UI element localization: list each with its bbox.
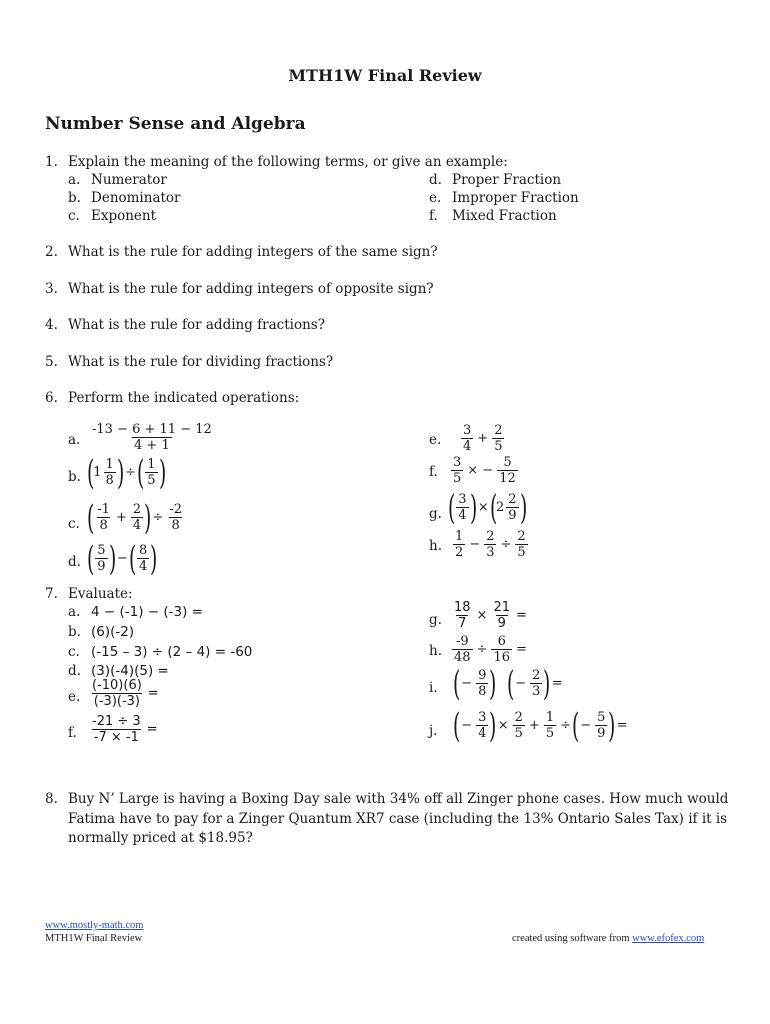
question-text: What is the rule for adding integers of opposite sign?	[68, 281, 434, 297]
item-letter: a.	[68, 172, 81, 188]
question-7	[45, 585, 133, 603]
footer-credit	[512, 933, 704, 944]
q6-letter-b: b.	[68, 469, 81, 485]
q7j-expression: (− $\frac{3}{4}$ )× $\frac{2}{5}$ + $\frac{1}{5}$ ÷(− $\frac{5}{9}$ )=	[452, 705, 628, 746]
question-4	[45, 316, 325, 334]
question-text: Buy N’ Large is having a Boxing Day sale with 34% off all Zinger phone cases. How much would Fatima have to pay for a Zinger Quantum XR7 case (including the 13% Ontario Sales Tax) if it is normally priced at $18.95?	[68, 791, 729, 846]
item-letter: c.	[68, 208, 80, 224]
q6-letter-a: a.	[68, 432, 81, 448]
item-text: Exponent	[91, 208, 157, 224]
q6-letter-h: h.	[429, 538, 442, 554]
item-text: Proper Fraction	[452, 172, 562, 188]
item-letter: e.	[429, 190, 442, 206]
q1-item-a	[68, 171, 167, 189]
q6-letter-g: g.	[429, 506, 442, 522]
question-8	[45, 790, 735, 849]
footer-doc-title: MTH1W Final Review	[45, 933, 143, 944]
q7h-expression: $\frac{-9}{48}$ ÷ $\frac{6}{16}$ =	[454, 634, 527, 665]
question-5	[45, 353, 333, 371]
question-3	[45, 280, 434, 298]
fraction: $\frac{-13 - 6 + 11 - 12}{4 + 1}$	[92, 422, 212, 453]
q6-letter-e: e.	[429, 432, 442, 448]
q1-item-f	[429, 207, 557, 225]
question-text: What is the rule for dividing fractions?	[68, 354, 334, 370]
q6-letter-d: d.	[68, 554, 81, 570]
question-number: 6.	[45, 390, 58, 406]
question-text: What is the rule for adding fractions?	[68, 317, 325, 333]
section-heading: Number Sense and Algebra	[45, 114, 306, 134]
q6d-expression: ( $\frac{5}{9}$ )−( $\frac{8}{4}$ )	[86, 538, 158, 579]
footer-credit-text: created using software from	[512, 933, 630, 944]
footer-site-link[interactable]: www.mostly-math.com	[45, 920, 144, 931]
q7-letter-j: j.	[429, 723, 438, 739]
q7-letter-h: h.	[429, 643, 442, 659]
item-text: Denominator	[91, 190, 181, 206]
q6g-expression: ( $\frac{3}{4}$ )×(2 $\frac{2}{9}$ )	[447, 487, 527, 528]
question-text: What is the rule for adding integers of the same sign?	[68, 244, 438, 260]
q1-item-b	[68, 189, 181, 207]
q7i-expression: (− $\frac{9}{8}$ ) (− $\frac{2}{3}$ )=	[452, 663, 563, 704]
q6-letter-f: f.	[429, 464, 438, 480]
page-title: MTH1W Final Review	[288, 66, 482, 85]
question-text: Perform the indicated operations:	[68, 390, 300, 406]
item-letter: d.	[429, 172, 442, 188]
question-1	[45, 153, 508, 171]
q7-item-c: c. (-15 – 3) ÷ (2 – 4) = -60	[68, 644, 253, 660]
question-number: 4.	[45, 317, 58, 333]
q7-letter-g: g.	[429, 612, 442, 628]
q7-letter-i: i.	[429, 680, 438, 696]
question-text: Evaluate:	[68, 586, 133, 602]
item-text: Mixed Fraction	[452, 208, 557, 224]
question-6	[45, 389, 299, 407]
q7-item-d: d. (3)(-4)(5) =	[68, 663, 169, 679]
question-number: 7.	[45, 586, 58, 602]
question-2	[45, 243, 438, 261]
q7-letter-e: e.	[68, 689, 81, 705]
question-number: 8.	[45, 791, 58, 807]
q7f-expression: $\frac{-21 \div 3}{-7 \times -1}$ =	[92, 714, 158, 745]
q6a-expression	[88, 422, 216, 453]
footer-credit-link[interactable]: www.efofex.com	[632, 933, 705, 944]
q6f-expression: $\frac{3}{5}$ × − $\frac{5}{12}$	[453, 455, 516, 486]
q6e-expression: $\frac{3}{4}$ + $\frac{2}{5}$	[463, 423, 503, 454]
q7-item-b: b. (6)(-2)	[68, 624, 135, 640]
q7-letter-f: f.	[68, 725, 77, 741]
q1-item-e	[429, 189, 579, 207]
q7e-expression: $\frac{(-10)(6)}{(-3)(-3)}$ =	[92, 678, 159, 709]
q1-item-d	[429, 171, 561, 189]
question-number: 3.	[45, 281, 58, 297]
q6c-expression: ( $\frac{-1}{8}$ + $\frac{2}{4}$ )÷ $\frac{-2}{8}$	[86, 497, 182, 538]
q7g-expression: $\frac{18}{7}$ × $\frac{21}{9}$ =	[454, 600, 527, 631]
item-letter: f.	[429, 208, 438, 224]
q6b-expression: (1 $\frac{1}{8}$ )÷( $\frac{1}{5}$ )	[86, 452, 166, 493]
q6-letter-c: c.	[68, 516, 80, 532]
question-text: Explain the meaning of the following terms, or give an example:	[68, 154, 508, 170]
question-number: 2.	[45, 244, 58, 260]
question-number: 5.	[45, 354, 58, 370]
item-text: Numerator	[91, 172, 167, 188]
q1-item-c	[68, 207, 156, 225]
question-number: 1.	[45, 154, 58, 170]
q6h-expression: $\frac{1}{2}$ − $\frac{2}{3}$ ÷ $\frac{2}{5}$	[455, 529, 526, 560]
item-text: Improper Fraction	[452, 190, 579, 206]
item-letter: b.	[68, 190, 81, 206]
q7-item-a: a. 4 − (-1) − (-3) =	[68, 604, 203, 620]
